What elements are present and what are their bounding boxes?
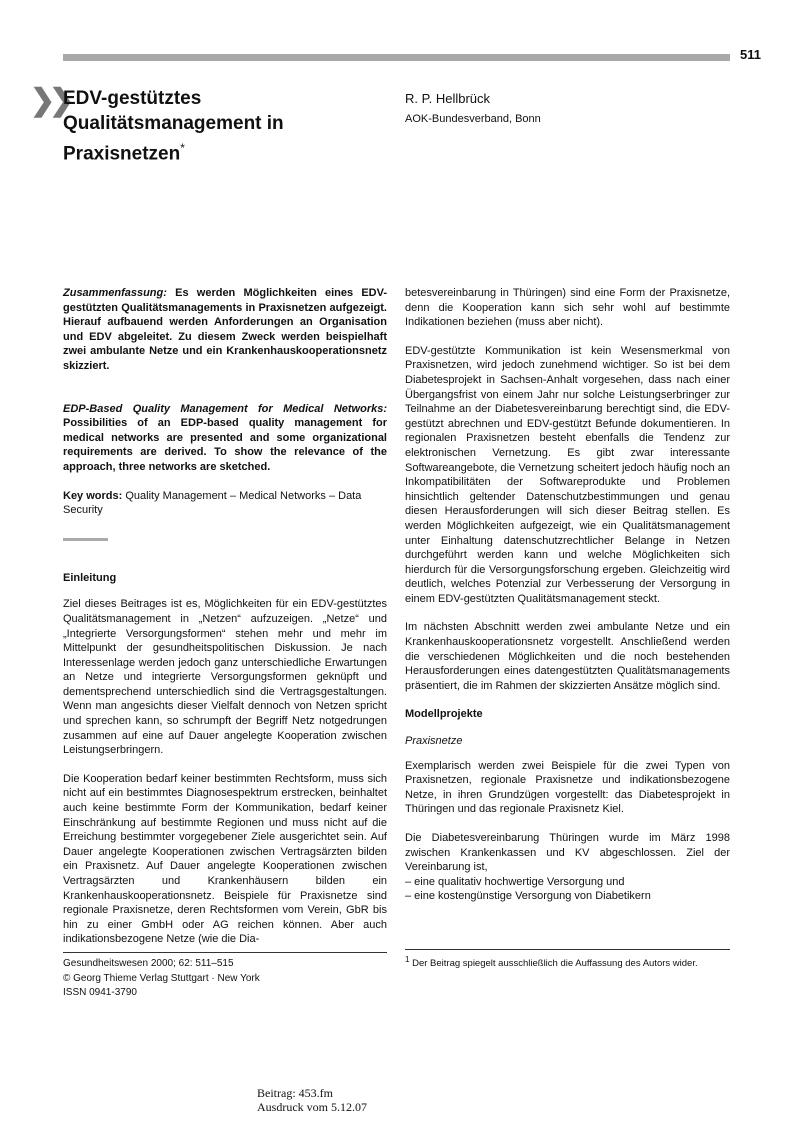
keywords-text: Quality Management – Medical Networks – Data Security [63,489,362,517]
footnote [405,949,730,970]
einleitung-paragraph-2: Die Kooperation bedarf keiner bestimmten Rechtsform, muss sich nicht auf ein bestimmtes Diagnosespektrum erstrecken, beinhaltet auch keine bestimmte Form der Kommunikation, bedarf keiner Einschränkung auf bestimmte Regionen und muss nicht auf die Erreichung bestimmter vorgegebener Ziele ausgerichtet sein. Auf Dauer angelegte Kooperationen zwischen Vertragsärzten bilden ein Praxisnetz. Auf Dauer angelegte Kooperationen zwischen Vertragsärzten und Krankenhäusern bilden ein Krankenhauskooperationsnetz. Beispiele für Praxisnetze sind regionale Praxisnetze, deren Rechtsformen vom Verein, GbR bis hin zu einer GmbH oder AG reichen können. Aber auch indikationsbezogene Netze (wie die Dia- [63,772,387,946]
section-divider [63,538,108,541]
heading-einleitung: Einleitung [63,571,117,584]
issn: ISSN 0941-3790 [63,987,137,999]
right-paragraph-5: Die Diabetesvereinbarung Thüringen wurde im März 1998 zwischen Krankenkassen und KV abgeschlossen. Ziel der Vereinbarung ist, [405,832,730,874]
list-item: – eine qualitativ hochwertige Versorgung und [405,875,625,888]
heading-modellprojekte: Modellprojekte [405,708,483,721]
header-bar [63,54,730,61]
abstract-english-label: EDP-Based Quality Management for Medical Networks: [63,402,387,415]
abstract-english [63,402,387,475]
page-number: 511 [740,47,761,62]
right-paragraph-1: betesvereinbarung in Thüringen) sind eine Form der Praxisnetze, denn die Kooperation kann sich sehr wohl auf bestimmte Indikationen beziehen (muss aber nicht). [405,287,730,329]
title-footnote-mark: * [180,141,185,155]
right-column [405,286,730,904]
left-column [63,286,387,961]
print-info [257,1086,367,1114]
author-affiliation: AOK-Bundesverband, Bonn [405,113,541,125]
journal-citation: Gesundheitswesen 2000; 62: 511–515 [63,958,234,969]
einleitung-paragraph-1: Ziel dieses Beitrages ist es, Möglichkeiten für ein EDV-gestütztes Qualitätsmanagement in „Netzen“ aufzuzeigen. „Netze“ und „Integrierte Versorgungsformen“ stehen mehr und mehr im Mittelpunkt der gesundheitspolitischen Diskussion. Je nach Interessenlage werden jedoch ganz unterschiedliche Erwartungen an Netze und integrierte Versorgungsformen geknüpft und dementsprechend unterschiedlich sind die Vertragsgestaltungen. Wenn man angesichts dieser Vielfalt dennoch von Netzen spricht und sprechen kann, so schrumpft der Begriff Netz notgedrungen zusammen auf eine auf Dauer angelegte Kooperation zwischen Leistungserbringern. [63,598,387,757]
abstract-german [63,286,387,374]
keywords [63,489,387,518]
footnote-mark: 1 [405,955,410,964]
right-paragraph-2: EDV-gestützte Kommunikation ist kein Wesensmerkmal von Praxisnetzen, wird jedoch zunehmend wichtiger. So ist bei dem Diabetesprojekt in Sachsen-Anhalt vorgesehen, dass nach einer Übergangsfrist von einem Jahr nur solche Leistungserbringer zur Teilnahme an der Diabetesvereinbarung berechtigt sind, die EDV-gestützt abrechnen und EDV-gestützt Befunde dokumentieren. In regionalen Praxisnetzen besteht ebenfalls die Tendenz zur elektronischen Vernetzung. Es gibt zwar interessante Softwareangebote, die Vernetzung scheitert jedoch häufig noch an Inkompatibilitäten der Softwareprodukte und Problemen hinsichtlich geltender Datenschutzbestimmungen und genau diesen Herausforderungen will sich dieser Beitrag stellen. Es werden Möglichkeiten aufgezeigt, wie ein Qualitätsmanagement unter Einhaltung datenschutzrechtlicher Belange in Netzen durchgeführt werden kann und welche Möglichkeiten sich hierdurch für die Versorgungsforschung ergeben. Gleichzeitig wird deutlich, welches Potenzial zur Verbesserung der Versorgung in einem EDV-gestützten Qualitätsmanagement steckt. [405,344,730,605]
subheading-praxisnetze: Praxisnetze [405,735,463,748]
print-file: Beitrag: 453.fm [257,1086,333,1100]
double-chevron-icon: ❯❯ [30,84,69,117]
right-paragraph-4: Exemplarisch werden zwei Beispiele für die zwei Typen von Praxisnetzen, regionale Praxisnetze und indikationsbezogene Netze, in ihren Grundzügen vorgestellt: das Diabetesprojekt in Thüringen und das regionale Praxisnetz Kiel. [405,759,730,816]
publication-info [63,952,387,1001]
goal-list [405,875,730,904]
footnote-text: Der Beitrag spiegelt ausschließlich die Auffassung des Autors wider. [412,958,698,970]
right-paragraph-3: Im nächsten Abschnitt werden zwei ambulante Netze und ein Krankenhauskooperationsnetz vorgestellt. Anschließend werden die verschiedenen Möglichkeiten und die noch bestehenden Herausforderungen eines datengestützten Qualitätsmanagements präsentiert, die im Rahmen der skizzierten Ansätze möglich sind. [405,621,730,692]
article-title [63,86,363,166]
list-item: – eine kostengünstige Versorgung von Diabetikern [405,890,651,903]
abstract-german-text: Es werden Möglichkeiten eines EDV-gestützten Qualitätsmanagements in Praxisnetzen aufgezeigt. Hierauf aufbauend werden Anforderungen an Organisation und EDV abgeleitet. Zu diesem Zweck werden beispielhaft zwei ambulante Netze und ein Krankenhauskooperationsnetz skizziert. [63,287,387,372]
abstract-english-text: Possibilities of an EDP-based quality management for medical networks are presented and some organizational requirements are derived. To show the relevance of the approach, three networks are sketched. [63,417,387,473]
keywords-label: Key words: [63,489,123,502]
abstract-german-label: Zusammenfassung: [63,287,167,299]
title-text: EDV-gestütztes Qualitätsmanagement in Praxisnetzen [63,88,284,165]
print-date: Ausdruck vom 5.12.07 [257,1100,367,1114]
author-name: R. P. Hellbrück [405,91,491,106]
publisher: © Georg Thieme Verlag Stuttgart · New York [63,972,260,984]
